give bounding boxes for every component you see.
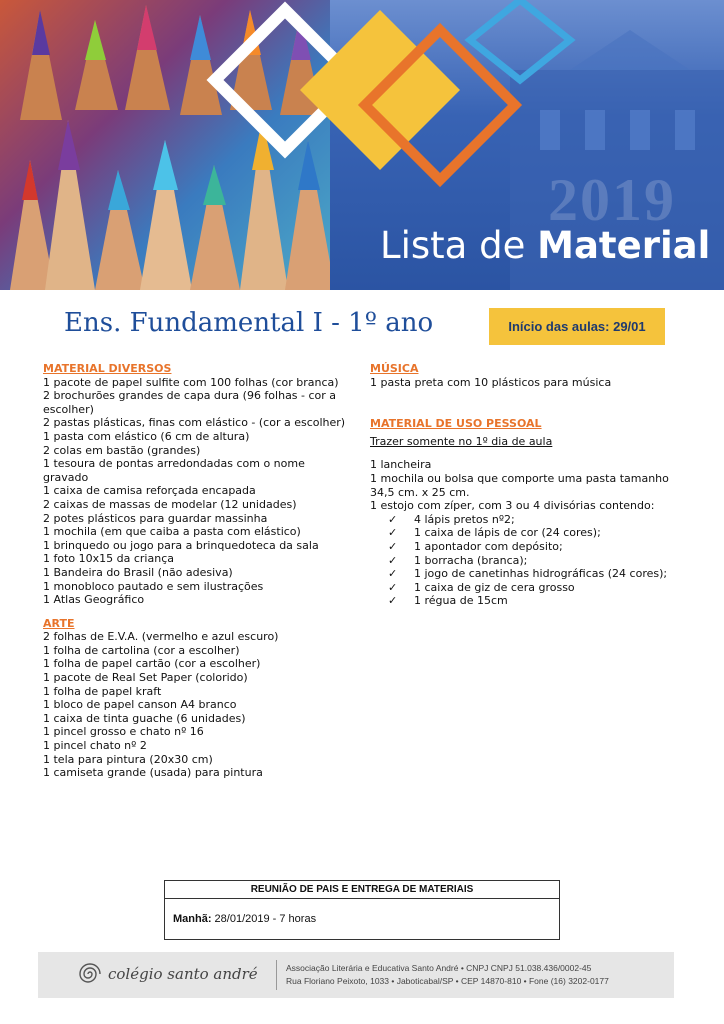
list-item: 1 tela para pintura (20x30 cm) (43, 752, 213, 766)
footer-line-1: Associação Literária e Educativa Santo André • CNPJ CNPJ 51.038.436/0002-45 (286, 963, 592, 973)
grade-title: Ens. Fundamental I - 1º ano (64, 308, 434, 338)
footer (38, 952, 674, 998)
checkmark-icon: ✓ (388, 580, 398, 594)
pessoal-note: Trazer somente no 1º dia de aula (370, 434, 553, 448)
meeting-label: Manhã: (173, 913, 212, 925)
list-item: 1 pincel chato nº 2 (43, 739, 147, 753)
list-item: 1 bloco de papel canson A4 branco (43, 698, 237, 712)
list-item: 2 colas em bastão (grandes) (43, 443, 201, 457)
meeting-title: REUNIÃO DE PAIS E ENTREGA DE MATERIAIS (165, 881, 559, 899)
estojo-item-label: 1 borracha (branca); (414, 553, 528, 567)
right-column (370, 362, 675, 608)
checkmark-icon: ✓ (388, 512, 398, 526)
checkmark-icon: ✓ (388, 526, 398, 540)
category-title-diversos: MATERIAL DIVERSOS (43, 362, 172, 375)
list-item: 1 caixa de camisa reforçada encapada (43, 484, 256, 498)
list-item: 1 foto 10x15 da criança (43, 552, 174, 566)
checkmark-icon: ✓ (388, 539, 398, 553)
checkmark-icon: ✓ (388, 553, 398, 567)
list-item: 1 pincel grosso e chato nº 16 (43, 725, 204, 739)
estojo-item (388, 567, 675, 581)
list-item: 1 Atlas Geográfico (43, 593, 145, 607)
checkmark-icon: ✓ (388, 567, 398, 581)
meeting-value: 28/01/2019 - 7 horas (211, 913, 317, 925)
start-date-badge: Início das aulas: 29/01 (489, 308, 665, 345)
list-arte (43, 630, 353, 780)
category-title-pessoal: MATERIAL DE USO PESSOAL (370, 417, 542, 431)
estojo-item (388, 554, 675, 568)
list-item: 1 pacote de Real Set Paper (colorido) (43, 671, 248, 685)
checkmark-icon: ✓ (388, 594, 398, 608)
estojo-item-label: 1 caixa de giz de cera grosso (414, 580, 575, 594)
list-musica (370, 376, 675, 390)
list-item: 1 tesoura de pontas arredondadas com o nome gravado (43, 457, 305, 484)
year-watermark: 2019 (548, 167, 676, 233)
footer-divider (276, 960, 277, 990)
footer-line-2: Rua Floriano Peixoto, 1033 • Jaboticabal/SP • CEP 14870-810 • Fone (16) 3202-0177 (286, 976, 609, 986)
list-item: 1 camiseta grande (usada) para pintura (43, 766, 263, 780)
banner-title (380, 224, 710, 267)
estojo-item (388, 526, 675, 540)
header-banner (0, 0, 724, 290)
list-item: 2 brochurões grandes de capa dura (96 folhas - cor a escolher) (43, 389, 337, 416)
list-item: 1 mochila ou bolsa que comporte uma pasta tamanho 34,5 cm. x 25 cm. (370, 471, 669, 499)
estojo-item (388, 540, 675, 554)
estojo-item-label: 4 lápis pretos nº2; (414, 512, 515, 526)
meeting-box (164, 880, 560, 940)
list-item: 2 caixas de massas de modelar (12 unidades) (43, 497, 297, 511)
list-diversos (43, 376, 353, 607)
list-item: 1 pasta preta com 10 plásticos para música (370, 375, 612, 389)
spiral-logo-icon (78, 962, 102, 986)
list-item: 1 monobloco pautado e sem ilustrações (43, 579, 264, 593)
list-item: 1 brinquedo ou jogo para a brinquedoteca da sala (43, 538, 319, 552)
estojo-item (388, 594, 675, 608)
list-item: 1 Bandeira do Brasil (não adesiva) (43, 565, 233, 579)
list-item: 1 lancheira (370, 458, 432, 472)
school-logo (78, 962, 258, 986)
estojo-item-label: 1 régua de 15cm (414, 594, 508, 608)
category-title-arte: ARTE (43, 616, 75, 630)
list-item: 1 pasta com elástico (6 cm de altura) (43, 429, 250, 443)
list-item: 1 estojo com zíper, com 3 ou 4 divisórias contendo: (370, 499, 655, 513)
list-item: 1 caixa de tinta guache (6 unidades) (43, 711, 246, 725)
estojo-item-label: 1 apontador com depósito; (414, 539, 563, 553)
left-column (43, 362, 353, 780)
list-item: 2 folhas de E.V.A. (vermelho e azul escuro) (43, 630, 279, 644)
banner-title-bold: Material (537, 224, 711, 267)
list-item: 1 pacote de papel sulfite com 100 folhas (cor branca) (43, 375, 339, 389)
meeting-info (165, 899, 559, 925)
list-item: 1 folha de cartolina (cor a escolher) (43, 643, 240, 657)
estojo-item (388, 513, 675, 527)
estojo-item (388, 581, 675, 595)
estojo-item-label: 1 caixa de lápis de cor (24 cores); (414, 526, 601, 540)
estojo-item-label: 1 jogo de canetinhas hidrográficas (24 cores); (414, 567, 668, 581)
list-item: 2 pastas plásticas, finas com elástico - (cor a escolher) (43, 416, 346, 430)
list-item: 1 folha de papel cartão (cor a escolher) (43, 657, 261, 671)
banner-title-light: Lista de (380, 224, 538, 267)
category-title-musica: MÚSICA (370, 362, 419, 375)
list-item: 1 folha de papel kraft (43, 684, 162, 698)
footer-address (286, 962, 609, 988)
list-item: 1 mochila (em que caiba a pasta com elástico) (43, 525, 301, 539)
list-pessoal (370, 458, 675, 512)
list-estojo (370, 513, 675, 608)
school-name: colégio santo andré (108, 965, 258, 983)
list-item: 2 potes plásticos para guardar massinha (43, 511, 268, 525)
